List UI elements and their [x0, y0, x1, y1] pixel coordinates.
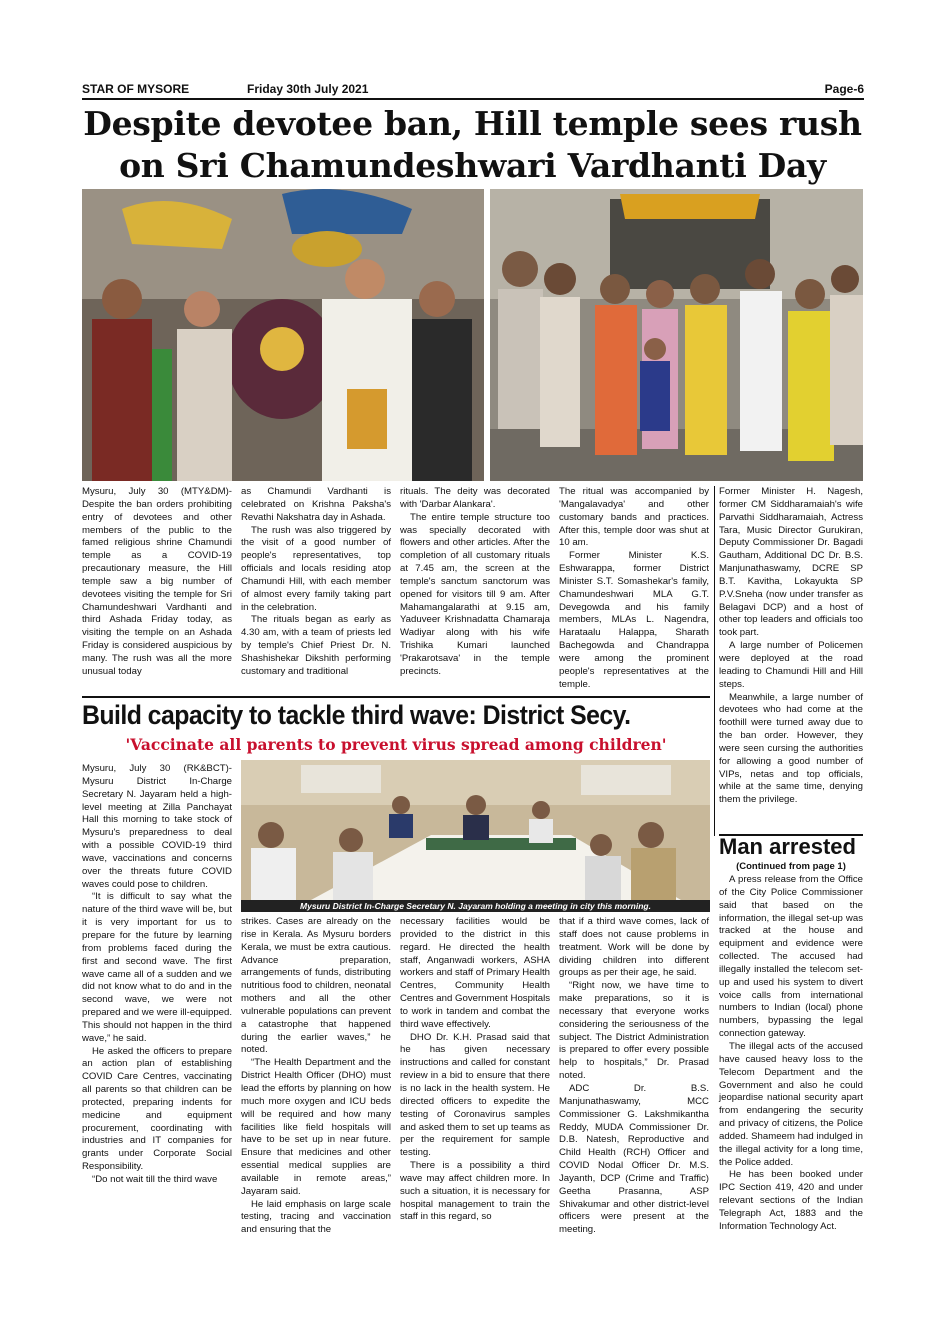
paper-name: STAR OF MYSORE — [82, 82, 190, 96]
story1-paragraph: The rituals began as early as 4.30 am, with a team of priests led by temple's Chief Priest Dr. N. Shashishekar Dikshith performing customary and traditional — [241, 614, 391, 677]
meeting-photo-icon — [241, 760, 710, 900]
story2-column-4 — [559, 916, 709, 1237]
story1-paragraph: The rush was also triggered by the visit of a good number of people's representatives, top officials and locals residing atop Chamundi Hill, with each member of almost every family taking part in the celebration. — [241, 524, 391, 613]
story1-paragraph: Mysuru, July 30 (MTY&DM)- Despite the ban orders prohibiting entry of devotees and other members of the public to the famed religious shrine Chamundi temple as a COVID-19 precautionary measure, the Hill temple saw a big number of devotees visiting the temple for Sri Chamundeshwari Vardhanti and third Ashada Friday today, as visiting the temple on an Ashada Friday is considered auspicious by many. The rush was all the more unusual today — [82, 486, 232, 677]
story2-column-3 — [400, 916, 550, 1224]
story2-paragraph: DHO Dr. K.H. Prasad said that he has given necessary instructions and called for constant review in a bid to ensure that there is no lack in the health system. He directed officers to expedite the testing of Coronavirus samples and asked them to set up teams as per the requirement for sample testing. — [400, 1031, 550, 1159]
masthead — [82, 80, 864, 100]
story2-paragraph: ADC Dr. B.S. Manjunathaswamy, MCC Commissioner G. Lakshmikantha Reddy, MUDA Commissioner Dr. D.B. Natesh, Reproductive and Child Health (RCH) Officer and COVID Nodal Officer Dr. M.S. Jayanth, DCP (Crime and Traffic) Geetha Prasanna, ASP Shivakumar and other district-level officers were present at the meeting. — [559, 1082, 709, 1236]
story3-paragraph: A press release from the Office of the City Police Commissioner said that based on the information, the illegal set-up was tracked at the house and equipment and evidence were collected. The accused had illegally installed the telecom set-up and used his system to divert voice calls from international numbers to Indian (local) phone numbers, bypassing the legal connection gateway. — [719, 874, 863, 1040]
story1-column-1 — [82, 486, 232, 679]
story2-subhead: 'Vaccinate all parents to prevent virus spread among children' — [125, 735, 667, 754]
story2-paragraph: that if a third wave comes, lack of staff does not cause problems in treatment. Work will be done by dividing children into different groups as per their age, he said. — [559, 916, 709, 979]
story2-paragraph: strikes. Cases are already on the rise in Kerala. As Mysuru borders Kerala, we must be extra cautious. Advance preparation, arrangements of funds, distributing nutritious food to children, neonatal mothers and all the other vulnerable populations can prevent a catastrophe that happened during the earlier waves,” he noted. — [241, 916, 391, 1056]
page-number: Page-6 — [824, 82, 864, 96]
story1-paragraph: The entire temple structure too was specially decorated with flowers and other articles. After the completion of all customary rituals at 7.45 am, the screen at the temple's sanctum sanctorum was opened for visitors till 9 am. After Mahamangalarathi at 9.15 am, Yaduveer Krishnadatta Chamaraja Wadiyar along with his wife Trishika Kumari launched 'Prakarotsava' in the temple precincts. — [400, 511, 550, 677]
story2-paragraph: “The Health Department and the District Health Officer (DHO) must lead the efforts by planning on how much more oxygen and ICU beds will be required and how many facilities like field hospitals will have to be set up in near future. Ensure that medicines and other essential medical supplies are available in remote areas,” Jayaram said. — [241, 1057, 391, 1197]
issue-date: Friday 30th July 2021 — [247, 82, 369, 96]
temple-procession-photo — [82, 189, 484, 481]
story1-paragraph: Former Minister H. Nagesh, former CM Siddharamaiah's wife Parvathi Siddharamaiah, Actress Tara, Music Director Gurukiran, Deputy Commissioner Dr. Bagadi Gautham, Additional DC Dr. B.S. Manjunathaswamy, DCRE SP B.T. Kavitha, Lokayukta SP P.V.Sneha (now under transfer as Belagavi DCP) and a host of other top leaders and officials too took part. — [719, 486, 863, 639]
story2-paragraph: necessary facilities would be provided to the district in this regard. He directed the health staff, Anganwadi workers, ASHA workers and staff of Primary Health Centres, Community Health Centres and Government Hospitals to work in tandem and combat the third wave effectively. — [400, 916, 550, 1030]
story1-column-2 — [241, 486, 391, 679]
story2-column-2 — [241, 916, 391, 1237]
story2-paragraph: He laid emphasis on large scale testing, tracing and vaccination and ensuring that the — [241, 1198, 391, 1236]
group-photo — [490, 189, 863, 481]
story3-paragraph: The illegal acts of the accused have caused heavy loss to the Telecom Department and the Government and also he could jeopardise national security apart from endangering the security and privacy of citizens, the Police added. Shameem had indulged in the illegal activity for a long time, the Police added. — [719, 1040, 863, 1168]
story1-column-4 — [559, 486, 709, 692]
story1-paragraph: rituals. The deity was decorated with 'Darbar Alankara'. — [400, 486, 550, 510]
meeting-photo — [241, 760, 710, 900]
group-photo-icon — [490, 189, 863, 481]
story2-column-1 — [82, 763, 232, 1187]
headline-line-1: Despite devotee ban, Hill temple sees rush — [83, 104, 862, 143]
main-headline — [60, 103, 885, 187]
story1-paragraph: Former Minister K.S. Eshwarappa, former District Minister S.T. Somashekar's family, Chamundeshwari MLA G.T. Devegowda and his family members, MLAs L. Nagendra, Harataalu Halappa, Sharath Bachegowda and Chandrappa were among the prominent people's representatives at the temple. — [559, 550, 709, 690]
story2-paragraph: “Right now, we have time to make preparations, so it is necessary that everyone works considering the seriousness of the subject. The District Administration is prepared to offer every possible help to hospitals,” Dr. Prasad noted. — [559, 980, 709, 1082]
story2-headline: Build capacity to tackle third wave: District Secy. — [82, 700, 631, 730]
story2-paragraph: There is a possibility a third wave may affect children more. In such a situation, it is necessary for hospital management to train the staff in this regard, so — [400, 1160, 550, 1223]
story1-paragraph: The ritual was accompanied by 'Mangalavadya' and other customary bands and practices. After this, temple door was shut at 10 am. — [559, 486, 709, 549]
story1-paragraph: as Chamundi Vardhanti is celebrated on Krishna Paksha's Revathi Nakshatra day in Ashada. — [241, 486, 391, 523]
story1-paragraph: A large number of Policemen were deployed at the road leading to Chamundi Hill and Hill steps. — [719, 640, 863, 690]
headline-line-2: on Sri Chamundeshwari Vardhanti Day — [119, 146, 826, 185]
story1-paragraph: Meanwhile, a large number of devotees who had come at the foothill were turned away due to the ban order. However, they were seen cursing the authorities for allowing a good number of VIPs, netas and top officials, while at the same time, denying them the privilege. — [719, 691, 863, 806]
story3-headline: Man arrested — [719, 834, 856, 859]
story2-paragraph: “Do not wait till the third wave — [92, 1174, 218, 1185]
story2-paragraph: He asked the officers to prepare an action plan of establishing COVID Care Centres, vaccinating all parents so that children can be protected, preparing indents for medicine and equipment procurement, coordinating with industries and IT companies for grants under Corporate Social Responsibility. — [82, 1045, 232, 1173]
story1-column-5 — [719, 486, 863, 807]
temple-procession-photo-icon — [82, 189, 484, 481]
story2-paragraph: “It is difficult to say what the nature of the third wave will be, but it is very important for us to prepare for the future by learning from problems faced during the first and second wave. The first wave came all of a sudden and we did not know what to do and in the second wave, we were not prepared and we were ill-equipped. This should not happen in the third wave,” he said. — [82, 891, 232, 1044]
story3-column — [719, 874, 863, 1234]
story3-continued: (Continued from page 1) — [736, 861, 846, 872]
story-divider — [82, 696, 710, 698]
meeting-photo-caption: Mysuru District In-Charge Secretary N. Jayaram holding a meeting in city this morning. — [241, 900, 710, 912]
story2-paragraph: Mysuru, July 30 (RK&BCT)- Mysuru District In-Charge Secretary N. Jayaram held a high-level meeting at Zilla Panchayat Hall this morning to take stock of Mysuru's preparedness to deal with a possible COVID-19 third wave, vaccinations and concerns over the threats future COVID waves could pose to children. — [82, 763, 232, 890]
story3-paragraph: He has been booked under IPC Section 419, 420 and under relevant sections of the Indian Telegraph Act, 1883 and the Information Technology Act. — [719, 1169, 863, 1232]
column-divider — [714, 486, 715, 836]
story1-column-3 — [400, 486, 550, 679]
